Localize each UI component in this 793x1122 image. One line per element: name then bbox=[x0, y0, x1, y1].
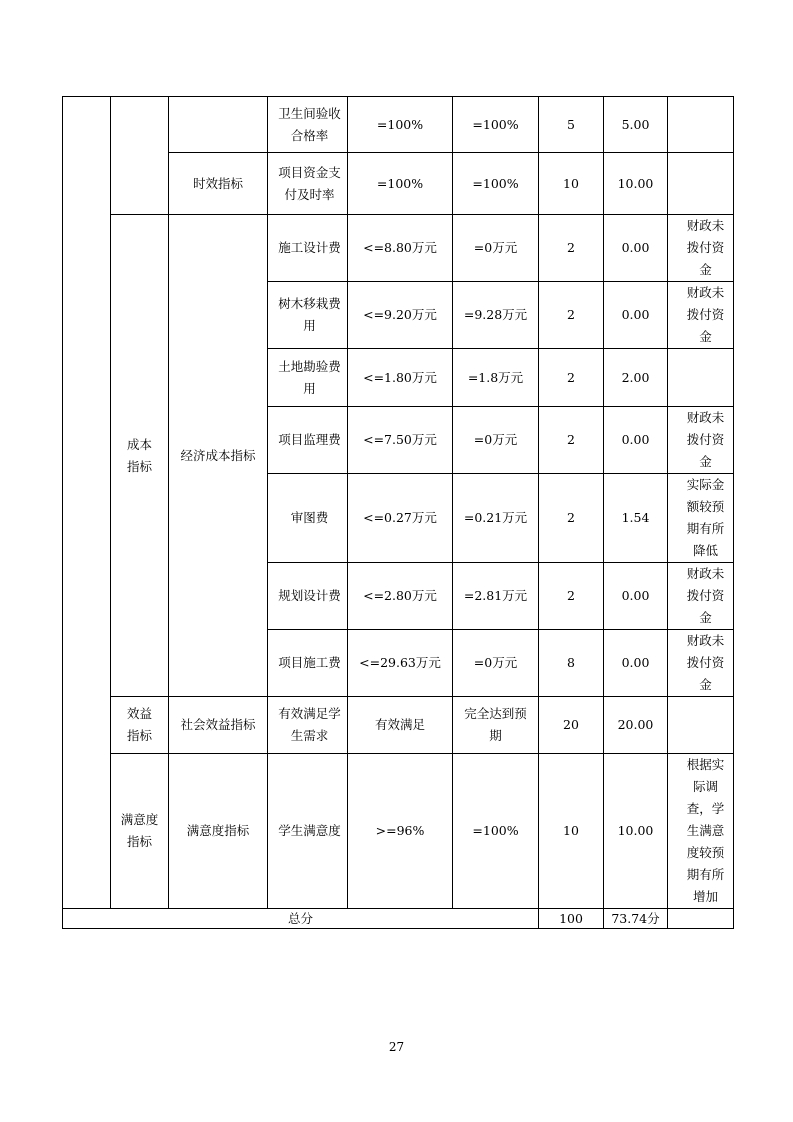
weight-cell: 2 bbox=[539, 282, 604, 349]
note-cell: 实际金额较预期有所降低 bbox=[668, 474, 734, 563]
level3-cell: 满意度指标 bbox=[169, 754, 268, 909]
target-cell: <=9.20万元 bbox=[348, 282, 453, 349]
target-cell: <=2.80万元 bbox=[348, 563, 453, 630]
actual-cell: =100% bbox=[453, 754, 539, 909]
weight-cell: 20 bbox=[539, 697, 604, 754]
indicator-cell: 有效满足学生需求 bbox=[268, 697, 348, 754]
indicator-cell: 审图费 bbox=[268, 474, 348, 563]
weight-cell: 5 bbox=[539, 97, 604, 153]
note-cell bbox=[668, 697, 734, 754]
level3-cell: 社会效益指标 bbox=[169, 697, 268, 754]
actual-cell: =0万元 bbox=[453, 630, 539, 697]
weight-cell: 2 bbox=[539, 474, 604, 563]
target-cell: =100% bbox=[348, 153, 453, 215]
actual-cell: =1.8万元 bbox=[453, 349, 539, 407]
actual-cell: =0.21万元 bbox=[453, 474, 539, 563]
score-cell: 10.00 bbox=[604, 153, 668, 215]
score-cell: 0.00 bbox=[604, 407, 668, 474]
weight-cell: 2 bbox=[539, 215, 604, 282]
note-cell bbox=[668, 153, 734, 215]
level3-cell: 时效指标 bbox=[169, 153, 268, 215]
score-cell: 2.00 bbox=[604, 349, 668, 407]
actual-cell: =9.28万元 bbox=[453, 282, 539, 349]
page-number: 27 bbox=[388, 1040, 405, 1054]
indicator-cell: 施工设计费 bbox=[268, 215, 348, 282]
indicator-cell: 项目施工费 bbox=[268, 630, 348, 697]
weight-cell: 10 bbox=[539, 153, 604, 215]
indicator-cell: 树木移栽费用 bbox=[268, 282, 348, 349]
level2-cell: 效益指标 bbox=[111, 697, 169, 754]
actual-cell: =100% bbox=[453, 153, 539, 215]
score-cell: 20.00 bbox=[604, 697, 668, 754]
target-cell: <=8.80万元 bbox=[348, 215, 453, 282]
table-row bbox=[63, 215, 734, 282]
target-cell: >=96% bbox=[348, 754, 453, 909]
level3-cell bbox=[169, 97, 268, 153]
note-cell bbox=[668, 349, 734, 407]
score-cell: 0.00 bbox=[604, 215, 668, 282]
actual-cell: =2.81万元 bbox=[453, 563, 539, 630]
target-cell: <=7.50万元 bbox=[348, 407, 453, 474]
indicator-cell: 土地勘验费用 bbox=[268, 349, 348, 407]
score-cell: 1.54 bbox=[604, 474, 668, 563]
weight-cell: 8 bbox=[539, 630, 604, 697]
indicator-cell: 规划设计费 bbox=[268, 563, 348, 630]
table-row bbox=[63, 754, 734, 909]
weight-cell: 2 bbox=[539, 563, 604, 630]
score-cell: 5.00 bbox=[604, 97, 668, 153]
score-cell: 0.00 bbox=[604, 563, 668, 630]
weight-cell: 10 bbox=[539, 754, 604, 909]
total-weight: 100 bbox=[539, 909, 604, 929]
indicator-cell: 项目资金支付及时率 bbox=[268, 153, 348, 215]
note-cell bbox=[668, 97, 734, 153]
performance-table bbox=[62, 96, 734, 929]
score-cell: 0.00 bbox=[604, 282, 668, 349]
target-cell: <=1.80万元 bbox=[348, 349, 453, 407]
note-cell: 财政未拨付资金 bbox=[668, 282, 734, 349]
total-note bbox=[668, 909, 734, 929]
weight-cell: 2 bbox=[539, 349, 604, 407]
note-cell: 财政未拨付资金 bbox=[668, 563, 734, 630]
level3-cell: 经济成本指标 bbox=[169, 215, 268, 697]
target-cell: <=29.63万元 bbox=[348, 630, 453, 697]
target-cell: 有效满足 bbox=[348, 697, 453, 754]
level2-cell bbox=[111, 97, 169, 215]
weight-cell: 2 bbox=[539, 407, 604, 474]
total-row bbox=[63, 909, 734, 929]
note-cell: 根据实际调查，学生满意度较预期有所增加 bbox=[668, 754, 734, 909]
note-cell: 财政未拨付资金 bbox=[668, 407, 734, 474]
target-cell: =100% bbox=[348, 97, 453, 153]
level2-cell: 满意度指标 bbox=[111, 754, 169, 909]
indicator-cell: 卫生间验收合格率 bbox=[268, 97, 348, 153]
actual-cell: =100% bbox=[453, 97, 539, 153]
actual-cell: 完全达到预期 bbox=[453, 697, 539, 754]
target-cell: <=0.27万元 bbox=[348, 474, 453, 563]
level1-cell bbox=[63, 97, 111, 909]
score-cell: 0.00 bbox=[604, 630, 668, 697]
level2-cell: 成本指标 bbox=[111, 215, 169, 697]
actual-cell: =0万元 bbox=[453, 407, 539, 474]
total-label: 总分 bbox=[63, 909, 539, 929]
note-cell: 财政未拨付资金 bbox=[668, 630, 734, 697]
table-row bbox=[63, 97, 734, 153]
note-cell: 财政未拨付资金 bbox=[668, 215, 734, 282]
actual-cell: =0万元 bbox=[453, 215, 539, 282]
indicator-cell: 学生满意度 bbox=[268, 754, 348, 909]
indicator-cell: 项目监理费 bbox=[268, 407, 348, 474]
score-cell: 10.00 bbox=[604, 754, 668, 909]
total-score: 73.74分 bbox=[604, 909, 668, 929]
table-row bbox=[63, 697, 734, 754]
